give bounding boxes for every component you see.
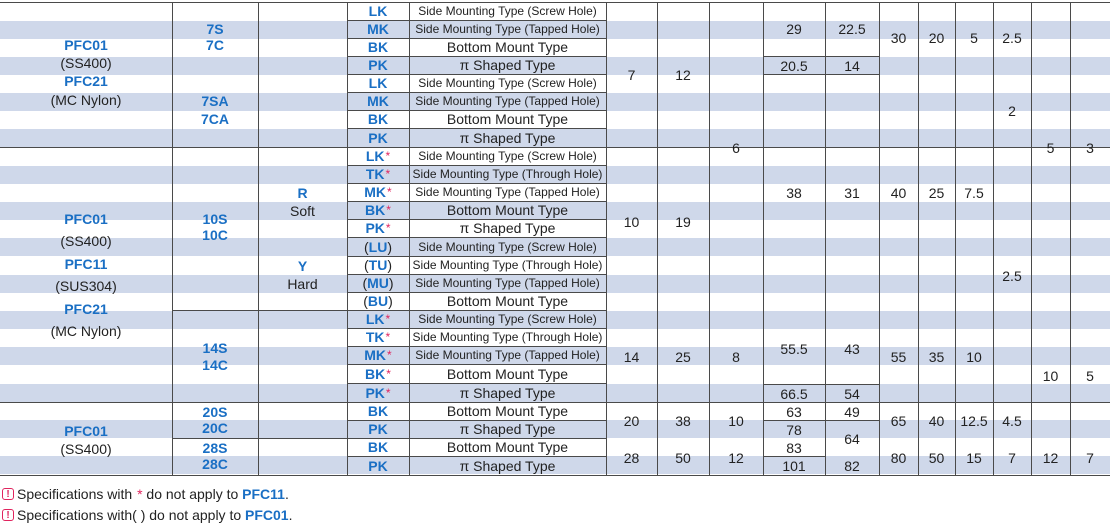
star-mark: * <box>386 366 391 381</box>
mount-code: PK <box>368 457 388 474</box>
star-mark: * <box>385 149 391 163</box>
dimension-value: 5 <box>970 30 978 46</box>
mount-description: π Shaped Type <box>459 129 556 146</box>
mount-description: Side Mounting Type (Tapped Hole) <box>415 22 600 36</box>
mount-description: π Shaped Type <box>459 57 556 73</box>
star-mark: * <box>387 348 392 362</box>
warning-icon: ! <box>2 509 14 521</box>
mount-description: Bottom Mount Type <box>446 293 569 309</box>
mount-code: PK * <box>365 220 391 236</box>
product-code: PFC01 <box>64 423 108 439</box>
mount-description: Side Mounting Type (Tapped Hole) <box>415 185 600 199</box>
dimension-value: 2 <box>1008 103 1016 119</box>
dimension-value: 38 <box>675 413 691 429</box>
star-mark: * <box>137 486 143 502</box>
dimension-value: 78 <box>786 421 802 438</box>
dimension-value: 64 <box>844 431 860 447</box>
dimension-value: 29 <box>786 21 802 37</box>
material-label: (MC Nylon) <box>50 323 122 339</box>
dimension-value: 12 <box>728 450 744 466</box>
dimension-value: 12.5 <box>960 413 988 429</box>
star-mark: * <box>385 312 391 326</box>
dimension-value: 65 <box>890 413 907 429</box>
size-code: 14S <box>202 340 228 356</box>
material-label: (SS400) <box>60 441 112 457</box>
mount-code: BK <box>367 439 389 455</box>
dimension-value: 20 <box>623 413 640 429</box>
hardness-label: Hard <box>287 276 318 292</box>
size-code: 7CA <box>200 111 229 127</box>
hardness-label: Soft <box>290 203 315 219</box>
dimension-value: 40 <box>890 185 907 201</box>
note-text: . <box>288 507 293 523</box>
mount-code: LK * <box>365 311 391 327</box>
dimension-value: 12 <box>1042 450 1059 466</box>
dimension-value: 4.5 <box>1002 413 1022 429</box>
dimension-value: 5 <box>1046 140 1055 156</box>
dimension-value: 38 <box>786 185 802 201</box>
mount-code: BK * <box>365 365 391 382</box>
star-mark: * <box>385 385 391 400</box>
mount-description: Side Mounting Type (Through Hole) <box>412 330 603 344</box>
dimension-value: 101 <box>782 458 806 474</box>
size-code: 7C <box>206 37 224 53</box>
dimension-value: 43 <box>844 341 860 357</box>
mount-code: BK <box>367 403 389 419</box>
mount-code: TK * <box>365 329 391 345</box>
dimension-value: 14 <box>844 57 860 74</box>
dimension-value: 7 <box>1086 450 1094 466</box>
mount-code: BK * <box>365 202 391 218</box>
mount-description: Side Mounting Type (Screw Hole) <box>418 149 597 163</box>
note-star <box>2 486 289 502</box>
mount-description: π Shaped Type <box>459 384 556 401</box>
dimension-value: 50 <box>928 450 945 466</box>
product-code: PFC21 <box>64 73 108 89</box>
dimension-value: 25 <box>928 185 945 201</box>
mount-description: Bottom Mount Type <box>446 111 569 127</box>
mount-code: MK * <box>364 184 392 200</box>
dimension-value: 8 <box>732 349 740 365</box>
mount-code: ( BU ) <box>363 293 393 309</box>
dimension-value: 35 <box>928 349 945 365</box>
note-text: . <box>284 486 289 502</box>
mount-description: Bottom Mount Type <box>446 403 569 419</box>
mount-code: LK * <box>365 148 391 164</box>
mount-description: π Shaped Type <box>459 421 556 437</box>
note-product: PFC01 <box>245 507 289 523</box>
dimension-value: 50 <box>675 450 691 466</box>
mount-description: Side Mounting Type (Screw Hole) <box>418 76 597 90</box>
dimension-value: 82 <box>844 458 860 474</box>
size-code: 28C <box>202 456 228 472</box>
mount-code: MK <box>367 21 389 37</box>
star-mark: * <box>387 185 392 199</box>
dimension-value: 28 <box>623 450 640 466</box>
dimension-value: 15 <box>966 450 982 466</box>
dimension-value: 10 <box>1042 368 1059 384</box>
mount-code: PK * <box>365 384 391 401</box>
mount-description: Bottom Mount Type <box>446 439 569 455</box>
dimension-value: 7 <box>627 67 636 83</box>
mount-description: Bottom Mount Type <box>446 202 569 218</box>
mount-code: TK * <box>365 166 391 182</box>
size-code: 14C <box>202 357 228 373</box>
dimension-value: 3 <box>1086 140 1094 156</box>
dimension-value: 10 <box>728 413 744 429</box>
mount-code: PK <box>368 57 388 73</box>
product-code: PFC01 <box>64 211 108 227</box>
dimension-value: 10 <box>966 349 982 365</box>
material-label: (SS400) <box>60 55 112 71</box>
mount-code: ( MU ) <box>362 275 394 291</box>
hardness-code: R <box>297 185 308 201</box>
dimension-value: 55.5 <box>780 341 808 357</box>
mount-description: Bottom Mount Type <box>446 39 569 55</box>
star-mark: * <box>385 167 391 181</box>
mount-code: MK <box>367 93 389 109</box>
dimension-value: 2.5 <box>1002 268 1022 284</box>
size-code: 20S <box>202 404 228 420</box>
dimension-value: 55 <box>890 349 907 365</box>
dimension-value: 25 <box>675 349 691 365</box>
note-text: Specifications with <box>17 486 137 502</box>
dimension-value: 66.5 <box>780 385 808 402</box>
mount-description: Side Mounting Type (Tapped Hole) <box>415 94 600 108</box>
mount-description: Side Mounting Type (Tapped Hole) <box>415 276 600 290</box>
star-mark: * <box>385 221 391 235</box>
size-code: 7S <box>206 21 224 37</box>
dimension-value: 7.5 <box>964 185 984 201</box>
mount-code: ( LU ) <box>363 238 392 255</box>
dimension-value: 20 <box>928 30 945 46</box>
dimension-value: 83 <box>786 439 802 456</box>
material-label: (SS400) <box>60 233 112 249</box>
mount-code: BK <box>367 39 389 55</box>
dimension-value: 49 <box>844 403 860 420</box>
dimension-value: 30 <box>890 30 907 46</box>
dimension-value: 6 <box>732 140 740 156</box>
note-product: PFC11 <box>242 486 285 502</box>
hardness-code: Y <box>297 258 308 274</box>
material-label: (SUS304) <box>55 278 117 294</box>
product-code: PFC01 <box>64 37 108 53</box>
mount-description: π Shaped Type <box>459 220 556 236</box>
mount-description: π Shaped Type <box>459 457 556 474</box>
mount-code: MK * <box>364 347 392 363</box>
dimension-value: 20.5 <box>780 57 808 74</box>
dimension-value: 10 <box>623 214 640 230</box>
note-text: do not apply to <box>142 486 243 502</box>
star-mark: * <box>385 330 391 344</box>
product-code: PFC11 <box>64 256 108 272</box>
warning-icon: ! <box>2 488 14 500</box>
material-label: (MC Nylon) <box>50 92 122 108</box>
mount-code: BK <box>367 111 389 127</box>
size-code: 10C <box>202 227 228 243</box>
mount-description: Side Mounting Type (Through Hole) <box>412 167 603 181</box>
mount-description: Side Mounting Type (Through Hole) <box>412 258 603 272</box>
mount-description: Side Mounting Type (Tapped Hole) <box>415 348 600 362</box>
mount-description: Side Mounting Type (Screw Hole) <box>418 312 597 326</box>
size-code: 10S <box>202 211 228 227</box>
dimension-value: 31 <box>844 185 860 201</box>
dimension-value: 19 <box>675 214 691 230</box>
product-code: PFC21 <box>64 301 108 317</box>
note-paren <box>2 507 292 523</box>
mount-code: PK <box>368 421 388 437</box>
star-mark: * <box>386 203 391 217</box>
dimension-value: 80 <box>890 450 907 466</box>
dimension-value: 12 <box>675 67 691 83</box>
size-code: 28S <box>202 440 228 456</box>
dimension-value: 40 <box>928 413 945 429</box>
note-text: Specifications with( ) do not apply to <box>17 507 246 523</box>
mount-code: PK <box>368 129 388 146</box>
mount-code: ( TU ) <box>363 257 392 273</box>
size-code: 20C <box>202 420 228 436</box>
dimension-value: 5 <box>1086 368 1094 384</box>
dimension-value: 22.5 <box>838 21 866 37</box>
dimension-value: 54 <box>844 385 860 402</box>
size-code: 7SA <box>201 93 229 109</box>
dimension-value: 63 <box>786 403 802 420</box>
dimension-value: 14 <box>623 349 640 365</box>
mount-description: Side Mounting Type (Screw Hole) <box>418 4 597 18</box>
mount-code: LK <box>368 75 388 91</box>
mount-description: Side Mounting Type (Screw Hole) <box>418 239 597 254</box>
dimension-value: 7 <box>1008 450 1016 466</box>
mount-code: LK <box>368 3 388 19</box>
dimension-value: 2.5 <box>1002 30 1022 46</box>
mount-description: Bottom Mount Type <box>446 365 569 382</box>
